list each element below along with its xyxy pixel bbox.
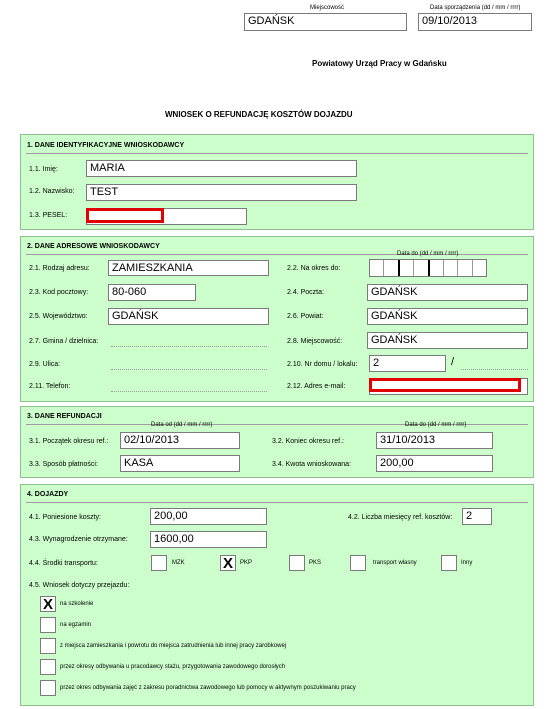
purpose-internship-checkbox[interactable] (40, 659, 56, 675)
section-heading: 1. DANE IDENTYFIKACYJNE WNIOSKODAWCY (27, 142, 185, 149)
phone-label: 2.11. Telefon: (29, 383, 71, 390)
section-identification (20, 134, 534, 230)
purpose-internship-label: przez okresy odbywania u pracodawcy stażu, przygotowania zawodowego dorosłych (60, 664, 286, 670)
email-label: 2.12. Adres e-mail: (287, 383, 346, 390)
locality-field[interactable]: GDAŃSK (367, 332, 528, 349)
pesel-label: 1.3. PESEL: (29, 212, 68, 219)
pesel-redaction (86, 208, 164, 223)
date-label: Data sporządzenia (dd / mm / rrrr) (430, 5, 521, 11)
transport-mzk-label: MZK (172, 560, 185, 566)
email-redaction (369, 378, 521, 392)
payment-method-label: 3.3. Sposób płatności: (29, 461, 98, 468)
house-flat-separator: / (451, 356, 455, 368)
costs-incurred-label: 4.1. Poniesione koszty: (29, 514, 101, 521)
salary-field[interactable]: 1600,00 (150, 531, 267, 548)
municipality-label: 2.7. Gmina / dzielnica: (29, 338, 99, 345)
section-heading: 4. DOJAZDY (27, 491, 69, 498)
purpose-counseling-checkbox[interactable] (40, 680, 56, 696)
section-heading: 3. DANE REFUNDACJI (27, 413, 102, 420)
transport-other-checkbox[interactable] (441, 555, 457, 571)
valid-until-label: 2.2. Na okres do: (287, 265, 341, 272)
county-field[interactable]: GDAŃSK (367, 308, 528, 325)
period-end-field[interactable]: 31/10/2013 (376, 432, 493, 449)
purpose-training-label: na szkolenie (60, 601, 94, 607)
last-name-label: 1.2. Nazwisko: (29, 188, 75, 195)
office-name: Powiatowy Urząd Pracy w Gdańsku (312, 59, 447, 68)
house-number-field[interactable]: 2 (369, 355, 446, 372)
period-start-label: 3.1. Początek okresu ref.: (29, 438, 109, 445)
county-label: 2.6. Powiat: (287, 313, 324, 320)
purpose-exam-label: na egzamin (60, 622, 92, 628)
post-office-label: 2.4. Poczta: (287, 289, 324, 296)
purpose-work-commute-label: z miejsca zamieszkania i powrotu do miejsca zatrudnienia lub innej pracy zarobkowej (60, 643, 287, 649)
house-number-label: 2.10. Nr domu / lokalu: (287, 361, 358, 368)
flat-number-field[interactable] (461, 369, 528, 370)
place-field[interactable]: GDAŃSK (244, 13, 407, 31)
transport-pkp-checkbox[interactable]: X (220, 555, 236, 571)
street-field[interactable] (111, 369, 267, 370)
period-end-label: 3.2. Koniec okresu ref.: (272, 438, 344, 445)
address-type-label: 2.1. Rodzaj adresu: (29, 265, 90, 272)
period-start-field[interactable]: 02/10/2013 (120, 432, 240, 449)
phone-field[interactable] (111, 391, 267, 392)
end-date-format-label: Data do (dd / mm / rrrr) (405, 422, 467, 428)
transport-mzk-checkbox[interactable] (151, 555, 167, 571)
street-label: 2.9. Ulica: (29, 361, 61, 368)
transport-pks-label: PKS (309, 560, 322, 566)
purpose-training-checkbox[interactable]: X (40, 596, 56, 612)
transport-pks-checkbox[interactable] (289, 555, 305, 571)
section-heading: 2. DANE ADRESOWE WNIOSKODAWCY (27, 243, 160, 250)
form-title: WNIOSEK O REFUNDACJĘ KOSZTÓW DOJAZDU (165, 110, 353, 119)
transport-own-label: transport własny (373, 560, 417, 566)
transport-pkp-label: PKP (240, 560, 253, 566)
purpose-exam-checkbox[interactable] (40, 617, 56, 633)
section-refund (20, 406, 534, 478)
date-field[interactable]: 09/10/2013 (418, 13, 532, 31)
voivodeship-label: 2.5. Województwo: (29, 313, 88, 320)
purpose-counseling-label: przez okres odbywania zajęć z zakresu poradnictwa zawodowego lub pomocy w aktywnym poszukiwaniu pracy (60, 685, 356, 691)
start-date-format-label: Data od (dd / mm / rrrr) (151, 422, 213, 428)
postal-code-label: 2.3. Kod pocztowy: (29, 289, 89, 296)
salary-label: 4.3. Wynagrodzenie otrzymane: (29, 536, 128, 543)
purpose-work-commute-checkbox[interactable] (40, 638, 56, 654)
transport-own-checkbox[interactable] (350, 555, 366, 571)
valid-until-date-label: Data do (dd / mm / rrrr) (397, 251, 459, 257)
valid-until-date-field[interactable] (369, 259, 487, 277)
post-office-field[interactable]: GDAŃSK (367, 284, 528, 301)
months-count-field[interactable]: 2 (462, 508, 492, 525)
municipality-field[interactable] (111, 346, 267, 347)
locality-label: 2.8. Miejscowość: (287, 338, 343, 345)
months-count-label: 4.2. Liczba miesięcy ref. kosztów: (348, 514, 453, 521)
costs-incurred-field[interactable]: 200,00 (150, 508, 267, 525)
section-commuting (20, 484, 534, 706)
requested-amount-label: 3.4. Kwota wnioskowana: (272, 461, 351, 468)
postal-code-field[interactable]: 80-060 (108, 284, 196, 301)
trip-purpose-label: 4.5. Wniosek dotyczy przejazdu: (29, 582, 130, 589)
transport-label: 4.4. Środki transportu: (29, 560, 98, 567)
payment-method-field[interactable]: KASA (120, 455, 240, 472)
first-name-field[interactable]: MARIA (86, 160, 357, 177)
address-type-field[interactable]: ZAMIESZKANIA (108, 260, 269, 276)
place-label: Miejscowość (310, 5, 345, 11)
first-name-label: 1.1. Imię: (29, 166, 58, 173)
transport-other-label: Inny (461, 560, 473, 566)
voivodeship-field[interactable]: GDAŃSK (108, 308, 269, 325)
last-name-field[interactable]: TEST (86, 184, 357, 201)
requested-amount-field[interactable]: 200,00 (376, 455, 493, 472)
section-address (20, 236, 534, 402)
